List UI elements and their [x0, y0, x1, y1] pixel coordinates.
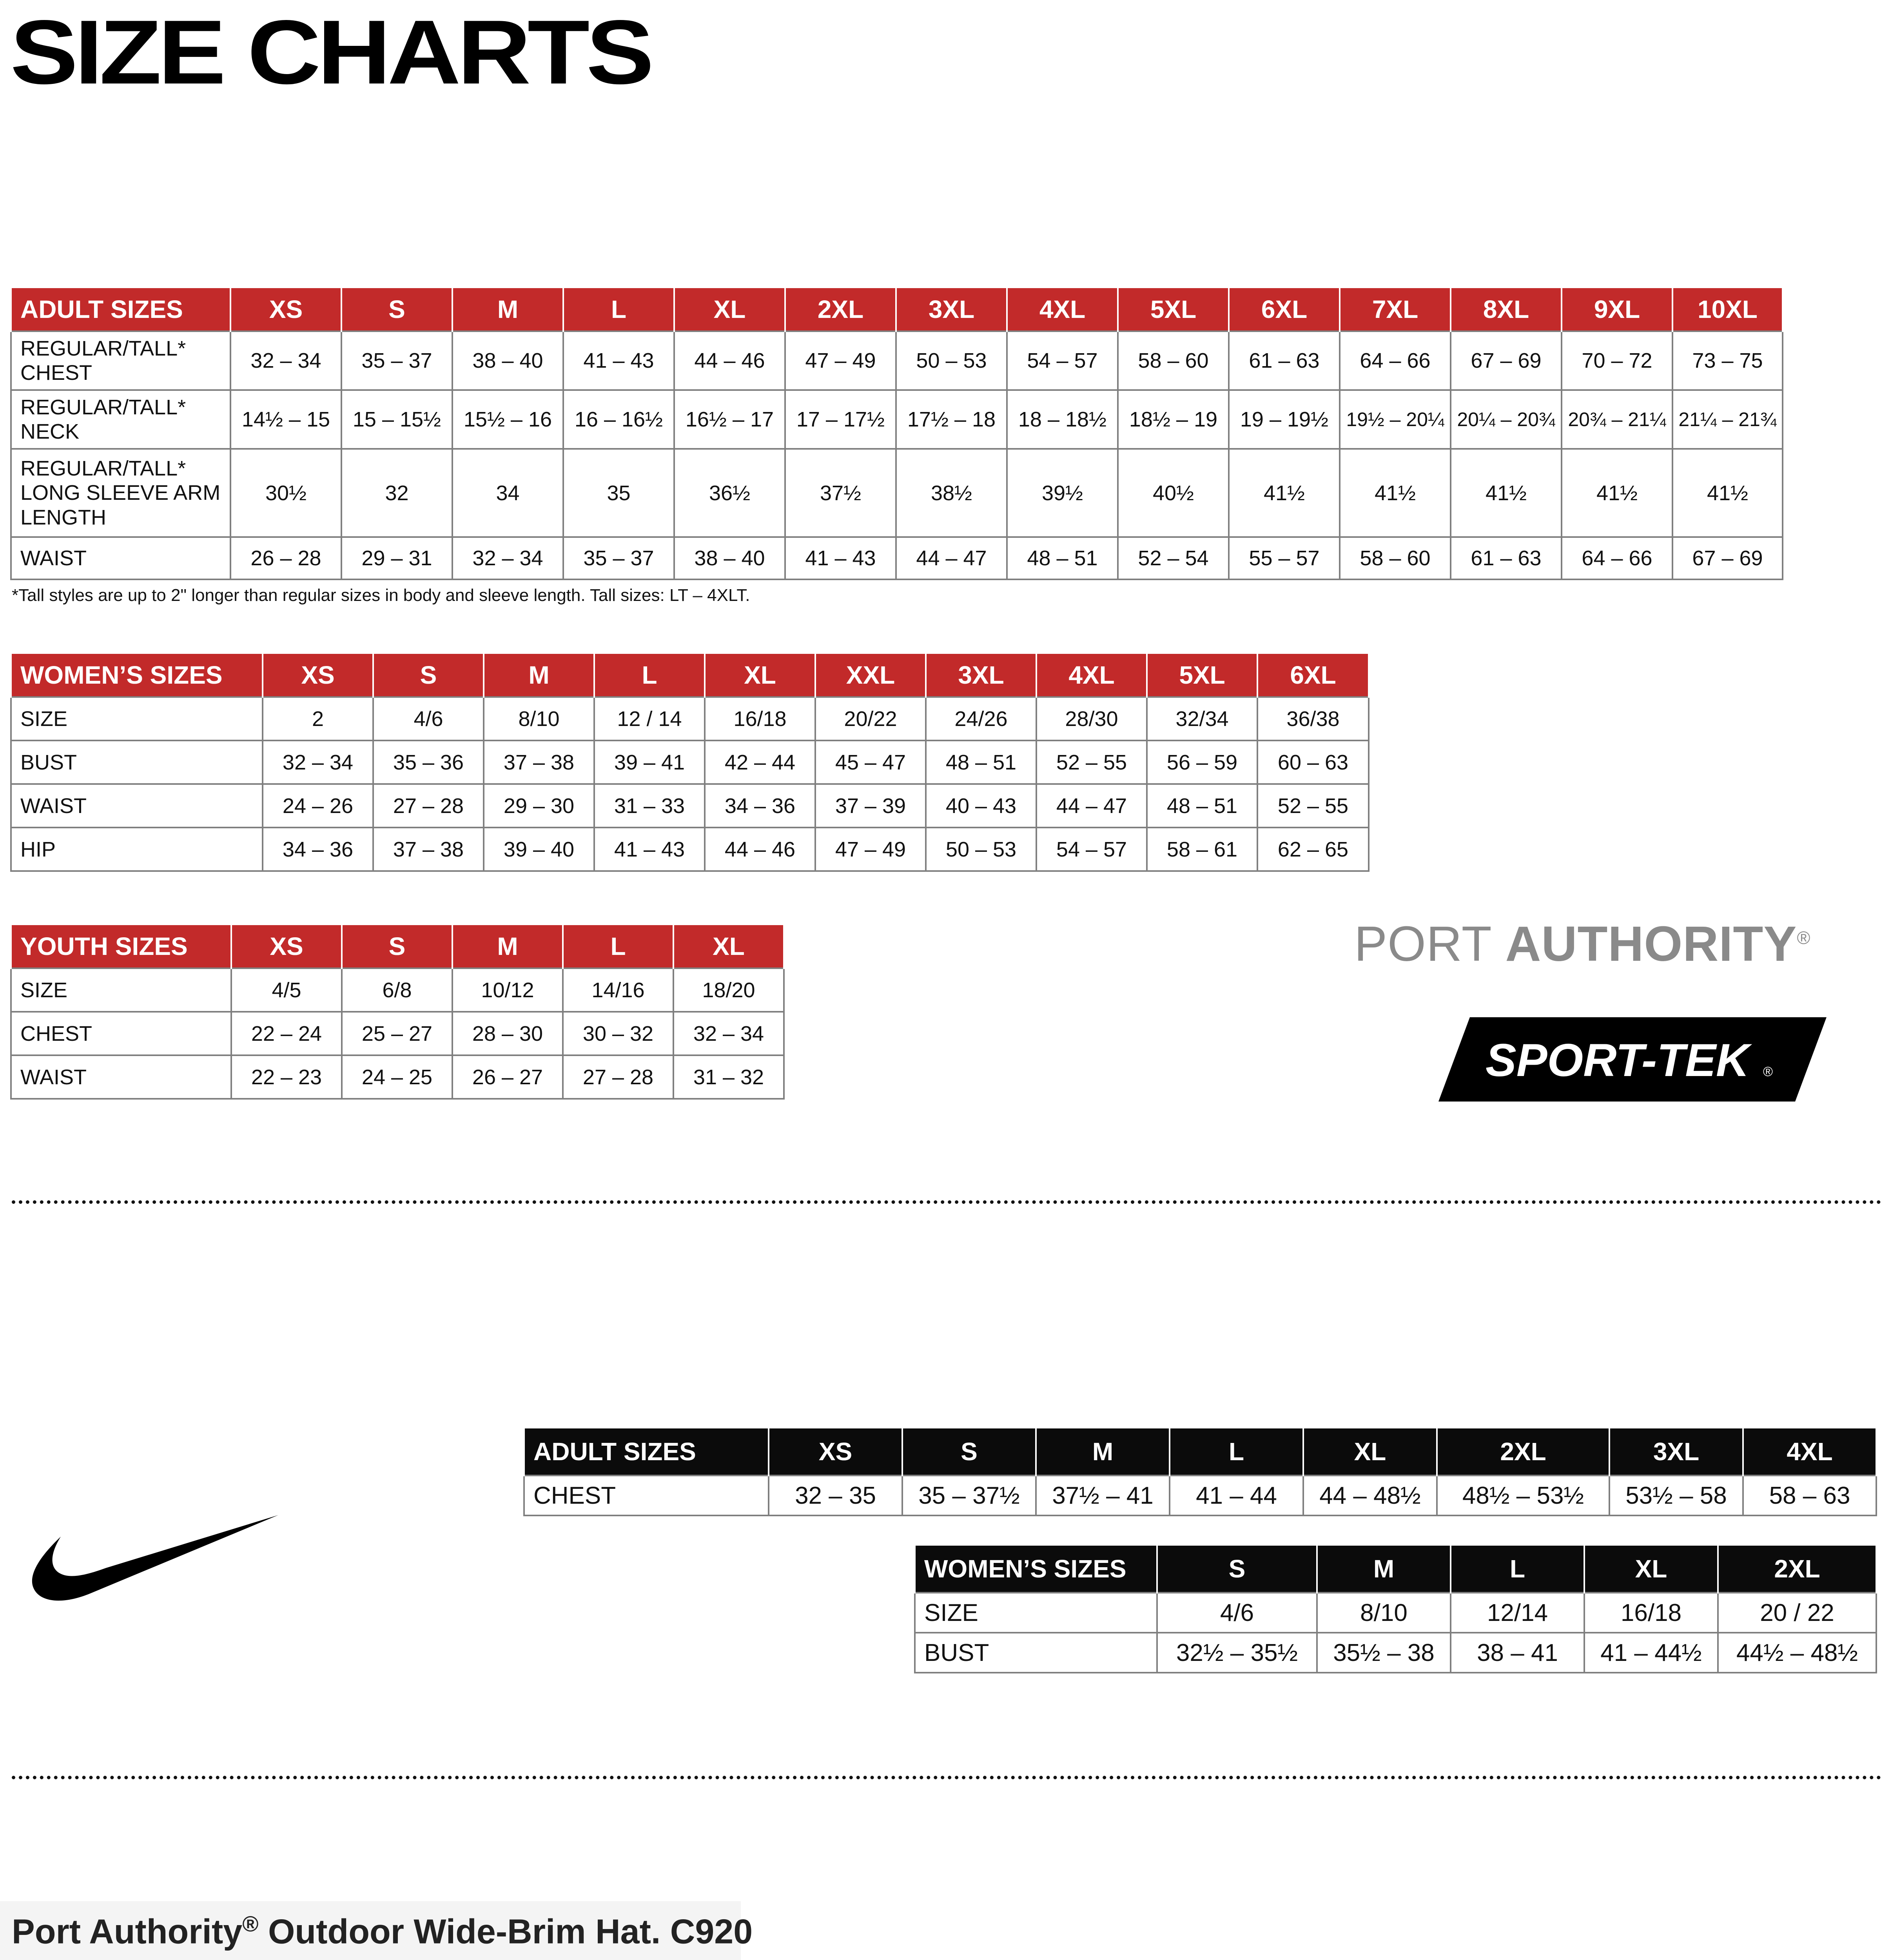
row-label: REGULAR/TALL* NECK — [11, 390, 230, 449]
tall-sizes-footnote: *Tall styles are up to 2" longer than regular sizes in body and sleeve length. Tall sizes: LT – 4XLT. — [12, 586, 750, 605]
table-cell: 32½ – 35½ — [1157, 1633, 1317, 1673]
header-cell: XL — [673, 925, 784, 968]
table-header-row — [11, 925, 784, 968]
header-cell: M — [1317, 1546, 1451, 1593]
table-cell: 16/18 — [705, 697, 815, 740]
table-cell: 39 – 41 — [594, 740, 705, 784]
header-cell: WOMEN’S SIZES — [11, 654, 263, 697]
row-label: BUST — [915, 1633, 1157, 1673]
header-cell: XS — [769, 1428, 902, 1475]
table-cell: 18/20 — [673, 968, 784, 1012]
header-cell: 4XL — [1036, 654, 1147, 697]
header-cell: L — [563, 288, 674, 331]
table-cell: 36½ — [674, 449, 785, 537]
table-cell: 25 – 27 — [342, 1012, 452, 1055]
table-cell: 8/10 — [1317, 1593, 1451, 1633]
table-cell: 41½ — [1672, 449, 1783, 537]
table-cell: 24 – 26 — [263, 784, 373, 828]
table-cell: 38½ — [896, 449, 1007, 537]
table-cell: 27 – 28 — [373, 784, 484, 828]
header-cell: L — [563, 925, 673, 968]
table-cell: 41½ — [1451, 449, 1562, 537]
table-row — [11, 449, 1783, 537]
table-cell: 73 – 75 — [1672, 331, 1783, 390]
row-label: SIZE — [11, 968, 231, 1012]
table-cell: 44 – 47 — [896, 537, 1007, 579]
table-cell: 29 – 31 — [341, 537, 452, 579]
table-cell: 35½ – 38 — [1317, 1633, 1451, 1673]
nike-women-size-table — [914, 1546, 1877, 1673]
header-cell: S — [373, 654, 484, 697]
table-cell: 15½ – 16 — [452, 390, 563, 449]
table-row — [11, 740, 1369, 784]
table-cell: 37 – 38 — [373, 828, 484, 871]
table-cell: 53½ – 58 — [1609, 1475, 1743, 1515]
table-cell: 12/14 — [1451, 1593, 1584, 1633]
sport-tek-registered-mark: ® — [1763, 1064, 1773, 1079]
port-authority-logo: PORT AUTHORITY® — [1354, 916, 1811, 971]
table-cell: 35 – 37 — [563, 537, 674, 579]
adult-size-table — [10, 288, 1783, 580]
table-cell: 62 – 65 — [1257, 828, 1369, 871]
table-cell: 14/16 — [563, 968, 673, 1012]
table-cell: 6/8 — [342, 968, 452, 1012]
table-cell: 20 / 22 — [1718, 1593, 1876, 1633]
header-cell: ADULT SIZES — [524, 1428, 769, 1475]
table-cell: 48 – 51 — [926, 740, 1036, 784]
table-cell: 52 – 55 — [1036, 740, 1147, 784]
table-cell: 4/6 — [373, 697, 484, 740]
table-cell: 42 – 44 — [705, 740, 815, 784]
header-cell: L — [1451, 1546, 1584, 1593]
table-cell: 31 – 32 — [673, 1055, 784, 1099]
table-row — [11, 331, 1783, 390]
table-cell: 37 – 39 — [815, 784, 926, 828]
header-cell: XS — [230, 288, 341, 331]
table-cell: 44 – 46 — [674, 331, 785, 390]
table-cell: 67 – 69 — [1451, 331, 1562, 390]
table-cell: 32 – 34 — [230, 331, 341, 390]
table-cell: 41½ — [1562, 449, 1672, 537]
header-cell: S — [341, 288, 452, 331]
header-cell: 7XL — [1340, 288, 1451, 331]
header-cell: M — [452, 288, 563, 331]
row-label: WAIST — [11, 537, 230, 579]
table-cell: 41 – 44½ — [1584, 1633, 1718, 1673]
table-cell: 28/30 — [1036, 697, 1147, 740]
table-cell: 24/26 — [926, 697, 1036, 740]
table-header-row — [11, 654, 1369, 697]
table-cell: 30½ — [230, 449, 341, 537]
row-label: SIZE — [915, 1593, 1157, 1633]
header-cell: 3XL — [896, 288, 1007, 331]
table-cell: 26 – 27 — [452, 1055, 563, 1099]
table-cell: 15 – 15½ — [341, 390, 452, 449]
table-cell: 38 – 41 — [1451, 1633, 1584, 1673]
table-cell: 30 – 32 — [563, 1012, 673, 1055]
table-cell: 44½ – 48½ — [1718, 1633, 1876, 1673]
table-cell: 20¼ – 20¾ — [1451, 390, 1562, 449]
header-cell: XL — [1584, 1546, 1718, 1593]
table-cell: 58 – 63 — [1743, 1475, 1876, 1515]
table-cell: 21¼ – 21¾ — [1672, 390, 1783, 449]
table-cell: 26 – 28 — [230, 537, 341, 579]
table-header-row — [11, 288, 1783, 331]
sport-tek-wordmark: SPORT-TEK — [1486, 1034, 1750, 1086]
header-cell: YOUTH SIZES — [11, 925, 231, 968]
women-size-table — [10, 654, 1369, 872]
nike-swoosh-icon — [31, 1513, 278, 1601]
row-label: REGULAR/TALL* CHEST — [11, 331, 230, 390]
table-cell: 70 – 72 — [1562, 331, 1672, 390]
table-row — [11, 828, 1369, 871]
table-cell: 16½ – 17 — [674, 390, 785, 449]
row-label: SIZE — [11, 697, 263, 740]
table-cell: 14½ – 15 — [230, 390, 341, 449]
nike-adult-size-table — [523, 1428, 1877, 1516]
header-cell: M — [1036, 1428, 1170, 1475]
table-cell: 8/10 — [484, 697, 594, 740]
table-cell: 4/5 — [231, 968, 342, 1012]
table-cell: 4/6 — [1157, 1593, 1317, 1633]
header-cell: 9XL — [1562, 288, 1672, 331]
table-cell: 54 – 57 — [1036, 828, 1147, 871]
table-cell: 45 – 47 — [815, 740, 926, 784]
table-cell: 2 — [263, 697, 373, 740]
table-row — [915, 1633, 1876, 1673]
section-divider — [12, 1776, 1881, 1779]
table-cell: 32 – 34 — [263, 740, 373, 784]
table-cell: 38 – 40 — [674, 537, 785, 579]
table-cell: 41½ — [1229, 449, 1340, 537]
table-cell: 55 – 57 — [1229, 537, 1340, 579]
table-cell: 40 – 43 — [926, 784, 1036, 828]
table-cell: 47 – 49 — [785, 331, 896, 390]
table-cell: 61 – 63 — [1229, 331, 1340, 390]
table-cell: 50 – 53 — [926, 828, 1036, 871]
table-cell: 35 – 37 — [341, 331, 452, 390]
table-cell: 40½ — [1118, 449, 1229, 537]
table-row — [11, 390, 1783, 449]
row-label: BUST — [11, 740, 263, 784]
table-cell: 18 – 18½ — [1007, 390, 1118, 449]
table-header-row — [524, 1428, 1876, 1475]
table-cell: 32 — [341, 449, 452, 537]
header-cell: 2XL — [1437, 1428, 1609, 1475]
header-cell: 4XL — [1743, 1428, 1876, 1475]
header-cell: XS — [231, 925, 342, 968]
header-cell: S — [342, 925, 452, 968]
table-row — [11, 697, 1369, 740]
table-cell: 31 – 33 — [594, 784, 705, 828]
youth-size-table — [10, 925, 785, 1100]
table-cell: 44 – 46 — [705, 828, 815, 871]
table-cell: 18½ – 19 — [1118, 390, 1229, 449]
table-cell: 52 – 55 — [1257, 784, 1369, 828]
table-cell: 48 – 51 — [1007, 537, 1118, 579]
table-cell: 41 – 43 — [785, 537, 896, 579]
table-cell: 28 – 30 — [452, 1012, 563, 1055]
table-cell: 32 – 34 — [452, 537, 563, 579]
table-cell: 60 – 63 — [1257, 740, 1369, 784]
table-cell: 54 – 57 — [1007, 331, 1118, 390]
header-cell: S — [1157, 1546, 1317, 1593]
table-cell: 34 — [452, 449, 563, 537]
table-cell: 35 – 36 — [373, 740, 484, 784]
header-cell: 8XL — [1451, 288, 1562, 331]
table-header-row — [915, 1546, 1876, 1593]
header-cell: 4XL — [1007, 288, 1118, 331]
header-cell: 2XL — [785, 288, 896, 331]
table-cell: 32 – 34 — [673, 1012, 784, 1055]
header-cell: 10XL — [1672, 288, 1783, 331]
table-cell: 35 — [563, 449, 674, 537]
table-cell: 16 – 16½ — [563, 390, 674, 449]
table-cell: 50 – 53 — [896, 331, 1007, 390]
table-cell: 27 – 28 — [563, 1055, 673, 1099]
table-row — [11, 968, 784, 1012]
table-cell: 34 – 36 — [705, 784, 815, 828]
table-cell: 19 – 19½ — [1229, 390, 1340, 449]
table-cell: 64 – 66 — [1562, 537, 1672, 579]
table-cell: 41 – 43 — [563, 331, 674, 390]
table-cell: 52 – 54 — [1118, 537, 1229, 579]
table-row — [524, 1475, 1876, 1515]
header-cell: 5XL — [1118, 288, 1229, 331]
header-cell: ADULT SIZES — [11, 288, 230, 331]
page-title: SIZE CHARTS — [10, 2, 651, 103]
section-divider — [12, 1200, 1881, 1204]
row-label: WAIST — [11, 1055, 231, 1099]
table-cell: 39½ — [1007, 449, 1118, 537]
table-cell: 32/34 — [1147, 697, 1257, 740]
header-cell: S — [902, 1428, 1036, 1475]
row-label: REGULAR/TALL* LONG SLEEVE ARM LENGTH — [11, 449, 230, 537]
header-cell: 2XL — [1718, 1546, 1876, 1593]
table-cell: 36/38 — [1257, 697, 1369, 740]
table-cell: 12 / 14 — [594, 697, 705, 740]
sport-tek-logo — [1438, 1017, 1827, 1102]
header-cell: 6XL — [1229, 288, 1340, 331]
table-cell: 35 – 37½ — [902, 1475, 1036, 1515]
table-cell: 44 – 47 — [1036, 784, 1147, 828]
table-cell: 58 – 60 — [1340, 537, 1451, 579]
header-cell: M — [452, 925, 563, 968]
table-cell: 37 – 38 — [484, 740, 594, 784]
table-cell: 17 – 17½ — [785, 390, 896, 449]
table-cell: 67 – 69 — [1672, 537, 1783, 579]
header-cell: WOMEN’S SIZES — [915, 1546, 1157, 1593]
table-cell: 19½ – 20¼ — [1340, 390, 1451, 449]
table-row — [11, 537, 1783, 579]
row-label: HIP — [11, 828, 263, 871]
table-cell: 41½ — [1340, 449, 1451, 537]
table-cell: 44 – 48½ — [1303, 1475, 1437, 1515]
table-cell: 34 – 36 — [263, 828, 373, 871]
table-cell: 32 – 35 — [769, 1475, 902, 1515]
table-cell: 41 – 44 — [1170, 1475, 1303, 1515]
table-cell: 48 – 51 — [1147, 784, 1257, 828]
table-cell: 16/18 — [1584, 1593, 1718, 1633]
table-cell: 56 – 59 — [1147, 740, 1257, 784]
header-cell: XL — [705, 654, 815, 697]
table-row — [11, 1012, 784, 1055]
table-cell: 41 – 43 — [594, 828, 705, 871]
header-cell: 5XL — [1147, 654, 1257, 697]
table-cell: 24 – 25 — [342, 1055, 452, 1099]
table-cell: 39 – 40 — [484, 828, 594, 871]
table-cell: 64 – 66 — [1340, 331, 1451, 390]
table-row — [11, 1055, 784, 1099]
header-cell: 3XL — [1609, 1428, 1743, 1475]
table-row — [915, 1593, 1876, 1633]
header-cell: 6XL — [1257, 654, 1369, 697]
header-cell: XS — [263, 654, 373, 697]
hat-product-title: Port Authority® Outdoor Wide-Brim Hat. C920 — [12, 1911, 753, 1951]
header-cell: M — [484, 654, 594, 697]
table-cell: 58 – 61 — [1147, 828, 1257, 871]
table-cell: 22 – 23 — [231, 1055, 342, 1099]
table-cell: 38 – 40 — [452, 331, 563, 390]
header-cell: XXL — [815, 654, 926, 697]
table-cell: 22 – 24 — [231, 1012, 342, 1055]
row-label: CHEST — [524, 1475, 769, 1515]
header-cell: XL — [674, 288, 785, 331]
table-cell: 10/12 — [452, 968, 563, 1012]
header-cell: L — [1170, 1428, 1303, 1475]
header-cell: XL — [1303, 1428, 1437, 1475]
table-cell: 20/22 — [815, 697, 926, 740]
table-cell: 58 – 60 — [1118, 331, 1229, 390]
table-cell: 61 – 63 — [1451, 537, 1562, 579]
table-cell: 47 – 49 — [815, 828, 926, 871]
header-cell: 3XL — [926, 654, 1036, 697]
table-cell: 29 – 30 — [484, 784, 594, 828]
row-label: CHEST — [11, 1012, 231, 1055]
row-label: WAIST — [11, 784, 263, 828]
table-cell: 37½ – 41 — [1036, 1475, 1170, 1515]
table-cell: 37½ — [785, 449, 896, 537]
table-cell: 17½ – 18 — [896, 390, 1007, 449]
header-cell: L — [594, 654, 705, 697]
table-cell: 48½ – 53½ — [1437, 1475, 1609, 1515]
table-cell: 20¾ – 21¼ — [1562, 390, 1672, 449]
table-row — [11, 784, 1369, 828]
